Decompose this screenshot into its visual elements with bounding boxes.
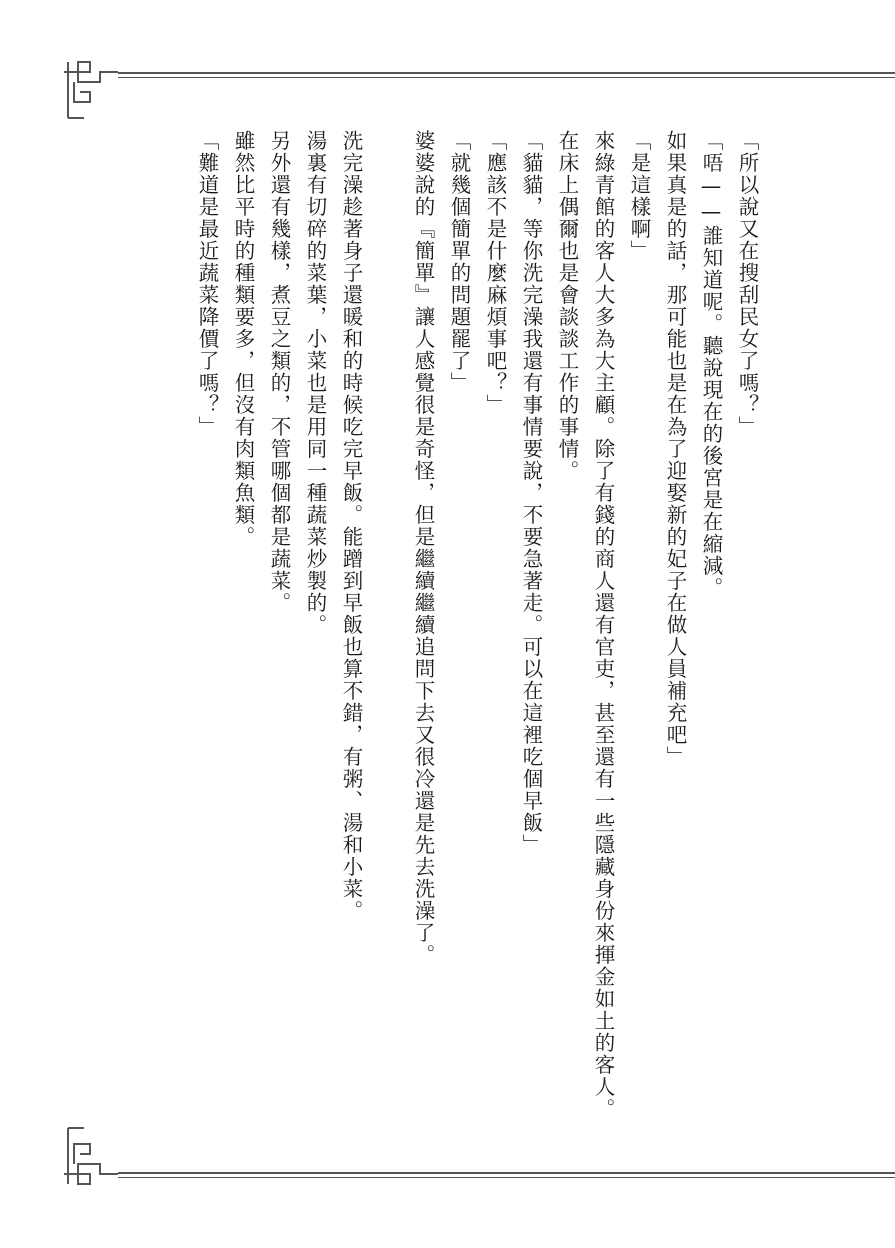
text-line: 來綠青館的客人大多為大主顧。除了有錢的商人還有官吏，甚至還有一些隱藏身份來揮金如土的客人。	[591, 130, 615, 1120]
text-line: 湯裏有切碎的菜葉，小菜也是用同一種蔬菜炒製的。	[303, 130, 327, 636]
text-line: 在床上偶爾也是會談談工作的事情。	[555, 130, 579, 482]
text-line: 「應該不是什麼麻煩事吧？」	[483, 130, 507, 416]
text-line: 「就幾個簡單的問題罷了」	[447, 130, 471, 394]
top-border-line-inner	[118, 77, 895, 78]
text-line: 「難道是最近蔬菜降價了嗎？」	[195, 130, 219, 438]
text-line: 洗完澡趁著身子還暖和的時候吃完早飯。能蹭到早飯也算不錯，有粥、湯和小菜。	[339, 130, 363, 922]
text-line: 「唔——誰知道呢。聽說現在的後宮是在縮減。	[699, 130, 723, 599]
paragraph-spacer	[369, 130, 405, 1130]
text-line: 婆婆說的『簡單』讓人感覺很是奇怪，但是繼續繼續追問下去又很冷還是先去洗澡了。	[411, 130, 435, 966]
vertical-text-body	[189, 130, 765, 1130]
text-line: 「是這樣啊」	[627, 130, 651, 262]
text-line: 「貓貓，等你洗完澡我還有事情要說，不要急著走。可以在這裡吃個早飯」	[519, 130, 543, 856]
bottom-border-line-inner	[118, 1177, 895, 1178]
bottom-border-line	[118, 1172, 895, 1174]
text-line: 如果真是的話，那可能也是在為了迎娶新的妃子在做人員補充吧」	[663, 130, 687, 768]
text-line: 另外還有幾樣，煮豆之類的，不管哪個都是蔬菜。	[267, 130, 291, 614]
bottom-corner-ornament-icon	[60, 1124, 124, 1188]
text-line: 雖然比平時的種類要多，但沒有肉類魚類。	[231, 130, 255, 548]
top-border-line	[118, 72, 895, 74]
text-line: 「所以說又在搜刮民女了嗎？」	[735, 130, 759, 438]
top-corner-ornament-icon	[60, 58, 124, 122]
